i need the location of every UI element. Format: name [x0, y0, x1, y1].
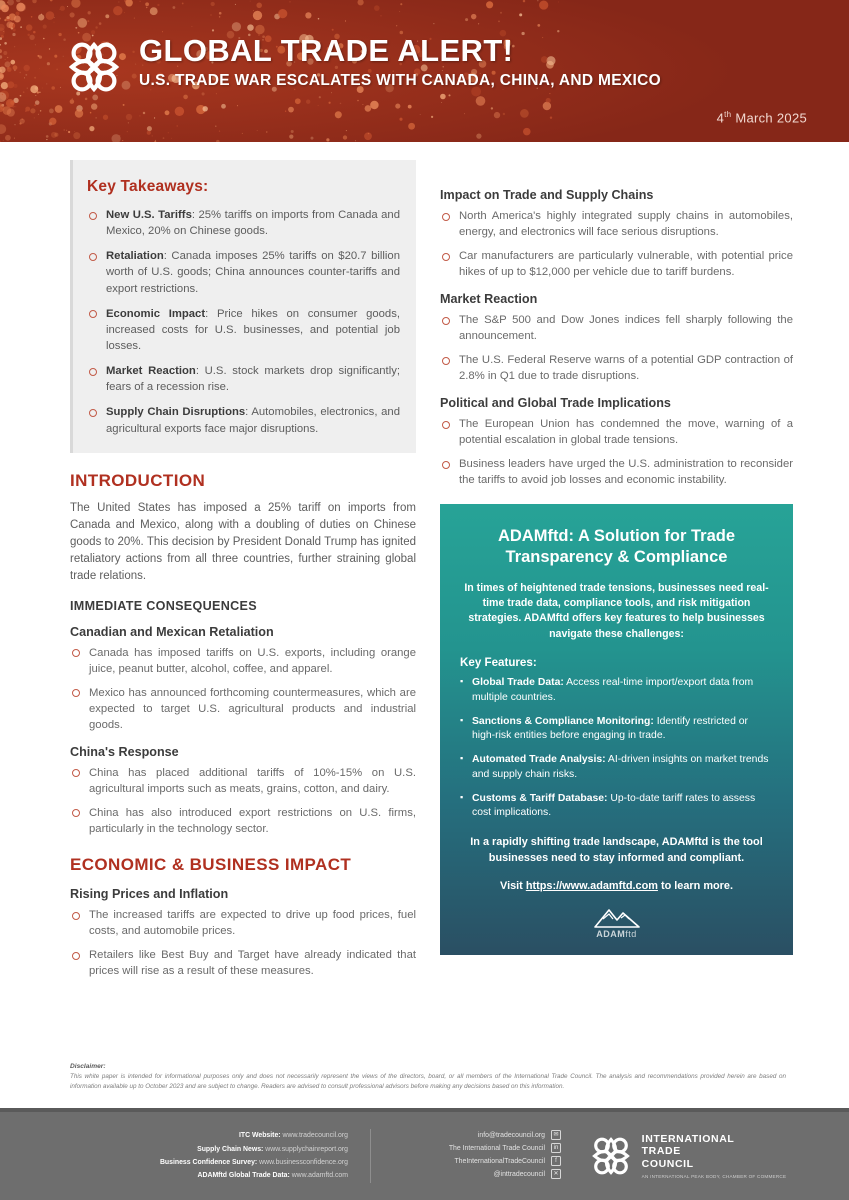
email-icon[interactable]: ✉	[551, 1130, 561, 1140]
introduction-body: The United States has imposed a 25% tariff on imports from Canada and Mexico, along with a doubling of duties on Chinese goods to 20%. This decision by President Donald Trump has ignited retaliatory actions from all three countries, further straining global trade relations.	[70, 501, 416, 582]
social-text: TheInternationalTradeCouncil	[454, 1157, 545, 1165]
supply-chains-list	[440, 208, 793, 280]
promo-intro: In times of heightened trade tensions, businesses need real-time trade data, compliance tools, and risk mitigation strategies. ADAMftd offers key features to help businesses navigate these challenges:	[464, 581, 769, 640]
takeaway-label: Economic Impact	[106, 307, 206, 320]
footer-social	[371, 1130, 561, 1182]
logo-line-1: INTERNATIONAL	[641, 1132, 735, 1145]
feature-label: Sanctions & Compliance Monitoring:	[472, 715, 654, 727]
list-item: China has placed additional tariffs of 10%-15% on U.S. agricultural imports such as meats, grains, cotton, and dairy.	[70, 765, 416, 797]
rising-prices-heading: Rising Prices and Inflation	[70, 887, 229, 902]
logo-line-3: COUNCIL	[641, 1157, 694, 1170]
x-twitter-icon[interactable]: ✕	[551, 1169, 561, 1179]
list-item: Car manufacturers are particularly vulnerable, with potential price hikes of up to $12,000 per vehicle due to tariff burdens.	[440, 248, 793, 280]
page-subtitle: U.S. TRADE WAR ESCALATES WITH CANADA, CHINA, AND MEXICO	[139, 72, 661, 90]
list-item	[87, 207, 400, 239]
date-day: 4	[716, 110, 725, 126]
footer-link-row[interactable]	[40, 1143, 348, 1156]
social-text: The International Trade Council	[448, 1144, 545, 1152]
political-implications-list	[440, 416, 793, 488]
itc-logo-icon	[590, 1134, 632, 1178]
list-item	[460, 792, 773, 822]
adamftd-promo-box	[440, 504, 793, 954]
mountain-icon	[591, 906, 643, 928]
footer-logo	[561, 1133, 815, 1179]
takeaway-text: : Automobiles, electronics, and agricultural exports face major disruptions.	[106, 406, 400, 435]
immediate-consequences-heading: IMMEDIATE CONSEQUENCES	[70, 598, 257, 613]
main-content	[0, 160, 849, 1060]
linkedin-icon[interactable]: in	[551, 1143, 561, 1153]
takeaway-label: New U.S. Tariffs	[106, 209, 192, 221]
list-item: The increased tariffs are expected to drive up food prices, fuel costs, and automobile prices.	[70, 907, 416, 939]
takeaway-label: Supply Chain Disruptions	[106, 406, 246, 419]
logo-tagline: AN INTERNATIONAL PEAK BODY, CHAMBER OF COMMERCE	[641, 1174, 787, 1180]
feature-text: Identify restricted or high-risk entities before engaging in trade.	[472, 715, 748, 742]
canadian-mexican-retaliation-heading: Canadian and Mexican Retaliation	[70, 624, 274, 639]
social-row[interactable]	[387, 1156, 561, 1166]
feature-label: Global Trade Data:	[472, 677, 564, 689]
takeaway-text: : Canada imposes 25% tariffs on $20.7 billion worth of U.S. goods; China announces counter-tariffs and export restrictions.	[106, 250, 400, 295]
market-reaction-list	[440, 312, 793, 384]
list-item: Business leaders have urged the U.S. administration to reconsider the tariffs to avoid job losses and economic instability.	[440, 456, 793, 488]
page-footer	[0, 1108, 849, 1200]
takeaway-label: Market Reaction	[106, 365, 196, 378]
social-text: info@tradecouncil.org	[477, 1131, 545, 1139]
list-item: The S&P 500 and Dow Jones indices fell sharply following the announcement.	[440, 312, 793, 344]
publish-date	[717, 110, 807, 125]
key-takeaways-box	[70, 160, 416, 453]
economic-impact-heading: ECONOMIC & BUSINESS IMPACT	[70, 855, 352, 875]
adamftd-logo	[460, 906, 773, 939]
footer-link-value: www.adamftd.com	[289, 1172, 348, 1180]
footer-links	[40, 1129, 370, 1183]
feature-label: Customs & Tariff Database:	[472, 792, 608, 804]
list-item	[87, 404, 400, 436]
promo-features-heading: Key Features:	[460, 656, 537, 670]
promo-features-list	[460, 676, 773, 821]
key-takeaways-list	[87, 207, 400, 437]
list-item: Retailers like Best Buy and Target have already indicated that prices will rise as a result of these measures.	[70, 947, 416, 979]
date-ordinal: th	[724, 110, 732, 119]
key-takeaways-heading: Key Takeaways:	[87, 178, 209, 195]
itc-logo-icon	[66, 38, 122, 96]
feature-text: Up-to-date tariff rates to assess cost implications.	[472, 792, 756, 819]
adamftd-wordmark	[596, 929, 637, 939]
list-item: The U.S. Federal Reserve warns of a potential GDP contraction of 2.8% in Q1 due to trade disruptions.	[440, 352, 793, 384]
visit-prefix: Visit	[500, 879, 526, 892]
introduction-heading: INTRODUCTION	[70, 470, 206, 490]
list-item	[87, 363, 400, 395]
list-item	[460, 676, 773, 706]
list-item	[460, 715, 773, 745]
promo-title: ADAMftd: A Solution for Trade Transparency & Compliance	[497, 527, 736, 566]
social-text: @inttradecouncil	[493, 1170, 545, 1178]
list-item: North America's highly integrated supply chains in automobiles, energy, and electronics will face serious disruptions.	[440, 208, 793, 240]
takeaway-label: Retaliation	[106, 250, 164, 263]
feature-text: Access real-time import/export data from multiple countries.	[472, 677, 754, 703]
social-row[interactable]	[387, 1169, 561, 1179]
page-header	[0, 0, 849, 142]
canadian-mexican-retaliation-list	[70, 645, 416, 733]
china-response-heading: China's Response	[70, 744, 179, 759]
right-column	[440, 160, 793, 1060]
disclaimer-body: This white paper is intended for informational purposes only and does not necessarily represent the views of the directors, board, or all members of the International Trade Council. The analysis and recommendations provided herein are based on information available up to October 2023 and are subject to change. Readers are advised to consult professional advisors before making any decisions based on this information.	[70, 1073, 786, 1090]
wordmark-light: ftd	[625, 928, 637, 939]
adamftd-link[interactable]: https://www.adamftd.com	[525, 879, 658, 892]
footer-link-row[interactable]	[40, 1129, 348, 1142]
footer-logo-text	[642, 1133, 787, 1179]
feature-text: AI-driven insights on market trends and supply chain risks.	[472, 754, 769, 780]
list-item: Mexico has announced forthcoming countermeasures, which are expected to target U.S. agricultural products and industrial goods.	[70, 685, 416, 733]
list-item	[460, 753, 773, 783]
page-title: GLOBAL TRADE ALERT!	[139, 33, 514, 68]
header-divider	[0, 142, 849, 145]
feature-label: Automated Trade Analysis:	[472, 754, 606, 766]
list-item	[87, 306, 400, 354]
footer-link-value: www.businessconfidence.org	[257, 1159, 348, 1166]
footer-link-row[interactable]	[40, 1156, 348, 1169]
visit-suffix: to learn more.	[657, 879, 733, 892]
disclaimer-block	[70, 1063, 786, 1092]
list-item	[87, 248, 400, 296]
wordmark-bold: ADAM	[596, 928, 626, 939]
supply-chains-heading: Impact on Trade and Supply Chains	[440, 188, 654, 202]
social-row[interactable]	[387, 1130, 561, 1140]
china-response-list	[70, 765, 416, 837]
facebook-icon[interactable]: f	[551, 1156, 561, 1166]
political-implications-heading: Political and Global Trade Implications	[440, 396, 671, 411]
takeaway-text: : Price hikes on consumer goods, increased costs for U.S. businesses, and potential job losses.	[106, 307, 400, 352]
list-item: China has also introduced export restrictions on U.S. firms, particularly in the technology sector.	[70, 805, 416, 837]
date-rest: March 2025	[731, 110, 807, 126]
footer-link-label: Business Confidence Survey:	[159, 1159, 258, 1166]
takeaway-text: : U.S. stock markets drop significantly; fears of a recession rise.	[106, 365, 400, 394]
takeaway-text: : 25% tariffs on imports from Canada and Mexico, 20% on Chinese goods.	[106, 209, 401, 238]
footer-link-label: Supply Chain News:	[197, 1145, 264, 1153]
footer-link-label: ADAMftd Global Trade Data:	[197, 1172, 290, 1180]
disclaimer-title: Disclaimer:	[70, 1063, 106, 1070]
rising-prices-list	[70, 907, 416, 979]
logo-line-2: TRADE	[641, 1145, 681, 1158]
footer-link-label: ITC Website:	[238, 1132, 281, 1140]
market-reaction-heading: Market Reaction	[440, 292, 538, 307]
footer-link-value: www.supplychainreport.org	[263, 1145, 348, 1153]
promo-visit-line	[460, 880, 773, 892]
footer-link-value: www.tradecouncil.org	[280, 1132, 348, 1140]
social-row[interactable]	[387, 1143, 561, 1153]
promo-closing: In a rapidly shifting trade landscape, ADAMftd is the tool businesses need to stay informed and compliant.	[470, 836, 763, 864]
list-item: The European Union has condemned the move, warning of a potential escalation in global trade tensions.	[440, 416, 793, 448]
footer-link-row[interactable]	[40, 1169, 348, 1182]
left-column	[70, 160, 416, 1060]
list-item: Canada has imposed tariffs on U.S. exports, including orange juice, peanut butter, alcohol, coffee, and apparel.	[70, 645, 416, 677]
